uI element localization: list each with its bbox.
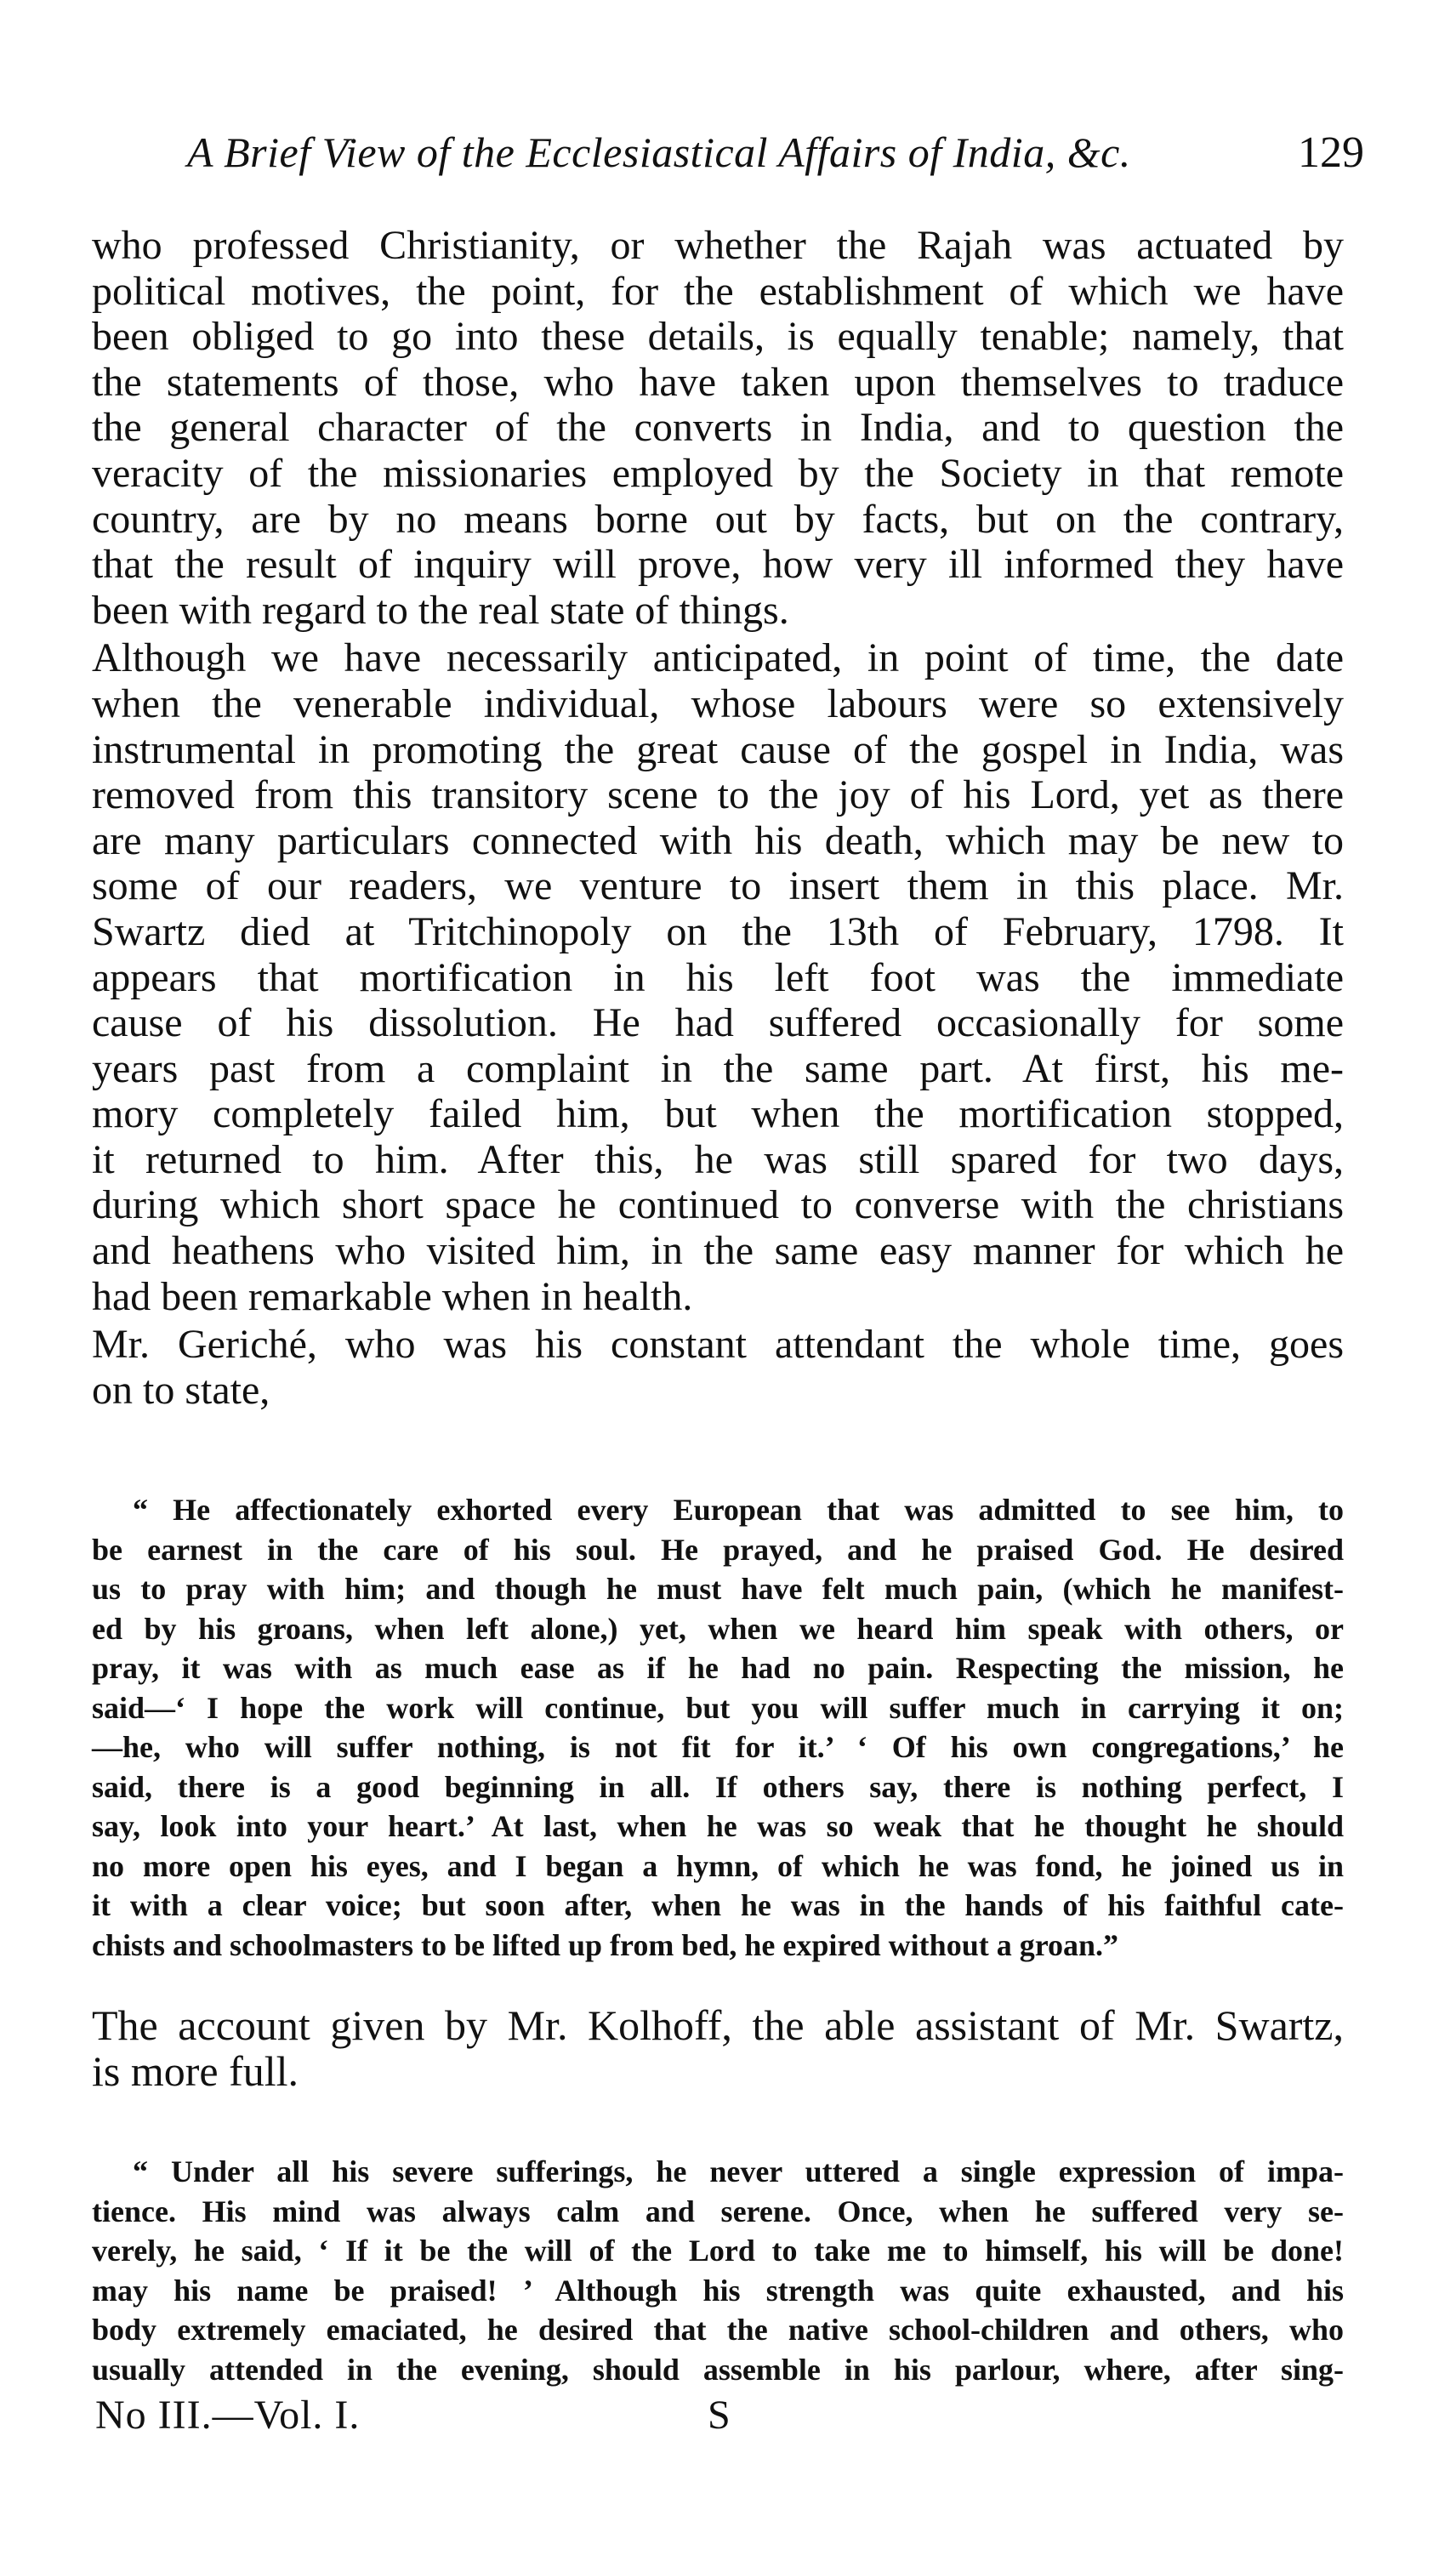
quote-line: usually attended in the evening, should assemble in his parlour, where, after sing-	[92, 2352, 1344, 2387]
sheet-signature: S	[708, 2393, 731, 2438]
text-line: political motives, the point, for the establishment of which we have	[92, 268, 1344, 314]
text-line: Although we have necessarily anticipated, in point of time, the date	[92, 635, 1344, 681]
text-line: had been remarkable when in health.	[92, 1273, 693, 1319]
text-line: the statements of those, who have taken upon themselves to traduce	[92, 359, 1344, 405]
running-head	[187, 128, 1378, 196]
quote-line: pray, it was with as much ease as if he had no pain. Respecting the mission, he	[92, 1651, 1344, 1685]
quote-line: —he, who will suffer nothing, is not fit for it.’ ‘ Of his own congregations,’ he	[92, 1730, 1344, 1764]
quote-line: it with a clear voice; but soon after, when he was in the hands of his faithful cate-	[92, 1888, 1344, 1922]
text-line: are many particulars connected with his death, which may be new to	[92, 817, 1344, 863]
text-line: been obliged to go into these details, is equally tenable; namely, that	[92, 314, 1344, 360]
block-quote-kolhoff	[92, 2152, 1344, 2389]
text-line: appears that mortification in his left foot was the immediate	[92, 954, 1344, 1000]
text-line: Mr. Geriché, who was his constant attendant the whole time, goes	[92, 1322, 1344, 1368]
text-line: country, are by no means borne out by facts, but on the contrary,	[92, 496, 1344, 542]
quote-line: tience. His mind was always calm and serene. Once, when he suffered very se-	[92, 2194, 1344, 2228]
page-footer	[95, 2392, 1116, 2451]
text-line: removed from this transitory scene to the joy of his Lord, yet as there	[92, 772, 1344, 818]
running-title: A Brief View of the Ecclesiastical Affairs of India, &c.	[187, 128, 1131, 176]
text-line: The account given by Mr. Kolhoff, the able assistant of Mr. Swartz,	[92, 2001, 1344, 2049]
body-text	[92, 223, 1344, 1413]
block-quote-geriche	[92, 1490, 1344, 1965]
quote-line: said, there is a good beginning in all. If others say, there is nothing perfect, I	[92, 1769, 1344, 1804]
text-line: been with regard to the real state of things.	[92, 587, 789, 633]
quote-line: chists and schoolmasters to be lifted up from bed, he expired without a groan.”	[92, 1927, 1119, 1962]
text-line: it returned to him. After this, he was still spared for two days,	[92, 1136, 1344, 1182]
quote-line: “ He affectionately exhorted every European that was admitted to see him, to	[133, 1493, 1344, 1527]
text-line: on to state,	[92, 1367, 270, 1413]
quote-line: body extremely emaciated, he desired that the native school-children and others, who	[92, 2313, 1344, 2347]
text-line: and heathens who visited him, in the same easy manner for which he	[92, 1228, 1344, 1274]
text-line: veracity of the missionaries employed by the Society in that remote	[92, 450, 1344, 496]
page-number: 129	[1298, 128, 1364, 177]
quote-line: said—‘ I hope the work will continue, but you will suffer much in carrying it on;	[92, 1690, 1344, 1725]
text-line: cause of his dissolution. He had suffered occasionally for some	[92, 1000, 1344, 1046]
quote-line: “ Under all his severe sufferings, he never uttered a single expression of impa-	[133, 2154, 1344, 2188]
volume-signature: No III.—Vol. I.	[95, 2393, 361, 2438]
text-line: mory completely failed him, but when the mortification stopped,	[92, 1091, 1344, 1137]
paragraph-conclusion	[92, 223, 1344, 633]
paragraph-geriche-intro	[92, 1322, 1344, 1413]
text-line: the general character of the converts in India, and to question the	[92, 405, 1344, 451]
paragraph-kolhoff-intro	[92, 2002, 1344, 2094]
text-line: instrumental in promoting the great cause of the gospel in India, was	[92, 726, 1344, 772]
quote-line: be earnest in the care of his soul. He prayed, and he praised God. He desired	[92, 1532, 1344, 1567]
text-line: when the venerable individual, whose labours were so extensively	[92, 680, 1344, 726]
quote-line: us to pray with him; and though he must have felt much pain, (which he manifest-	[92, 1572, 1344, 1606]
text-line: some of our readers, we venture to insert them in this place. Mr.	[92, 863, 1344, 909]
text-line: years past from a complaint in the same part. At first, his me-	[92, 1045, 1344, 1091]
text-line: Swartz died at Tritchinopoly on the 13th of February, 1798. It	[92, 908, 1344, 954]
quote-line: no more open his eyes, and I began a hymn, of which he was fond, he joined us in	[92, 1848, 1344, 1883]
quote-line: say, look into your heart.’ At last, when he was so weak that he thought he should	[92, 1809, 1344, 1843]
quote-line: may his name be praised! ’ Although his strength was quite exhausted, and his	[92, 2273, 1344, 2308]
text-line: that the result of inquiry will prove, how very ill informed they have	[92, 542, 1344, 588]
text-line: is more full.	[92, 2047, 299, 2095]
paragraph-death-of-swartz	[92, 635, 1344, 1319]
text-line: during which short space he continued to converse with the christians	[92, 1182, 1344, 1228]
quote-line: verely, he said, ‘ If it be the will of the Lord to take me to himself, his will be done!	[92, 2234, 1344, 2268]
quote-line: ed by his groans, when left alone,) yet, when we heard him speak with others, or	[92, 1611, 1344, 1646]
text-line: who professed Christianity, or whether the Rajah was actuated by	[92, 223, 1344, 268]
